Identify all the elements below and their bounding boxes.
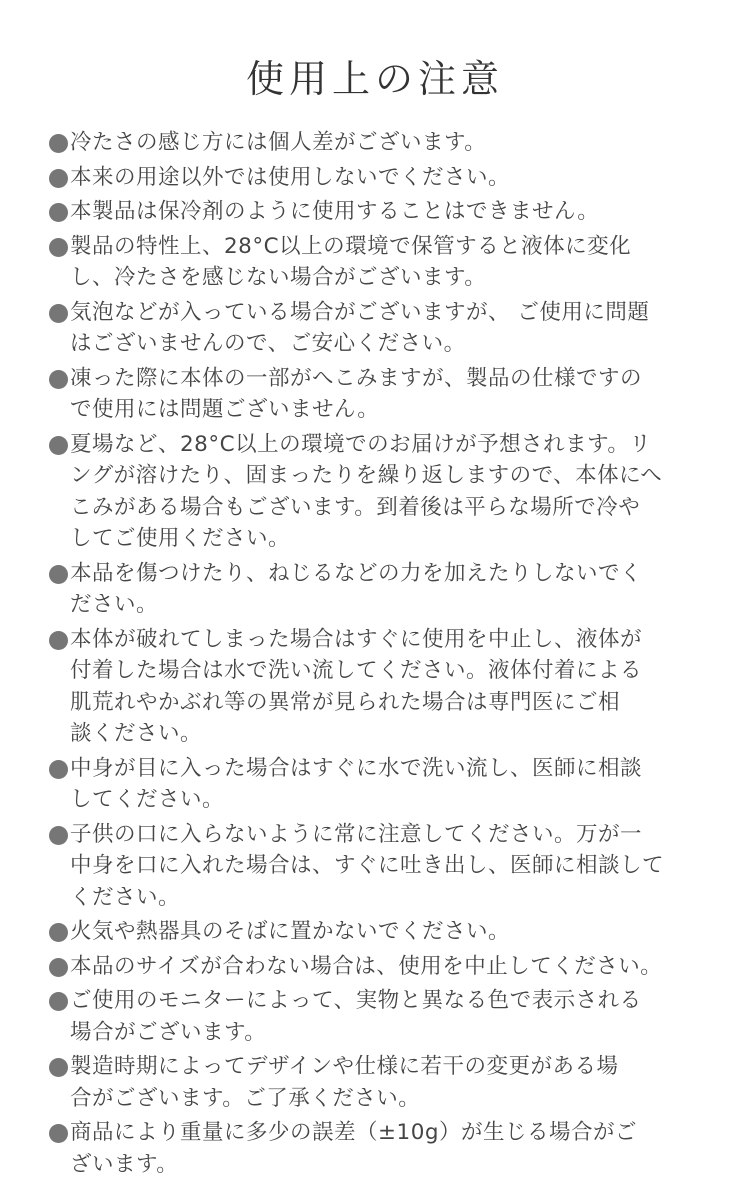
bullet-icon xyxy=(49,1058,68,1077)
page-title: 使用上の注意 xyxy=(245,57,504,101)
notice-text-line: 製造時期によってデザインや仕様に若干の変更がある場 xyxy=(70,1054,619,1079)
notice-text-line: 付着した場合は水で洗い流してください。液体付着による xyxy=(70,658,643,683)
notice-item xyxy=(47,916,707,948)
notice-item xyxy=(47,558,707,621)
bullet-icon xyxy=(49,631,68,650)
notice-item xyxy=(47,162,707,194)
bullet-icon xyxy=(49,134,68,153)
notice-item xyxy=(47,624,707,750)
notice-text-line: 冷たさの感じ方には個人差がございます。 xyxy=(70,130,487,155)
notice-text-line: 本来の用途以外では使用しないでください。 xyxy=(70,164,511,190)
notice-list xyxy=(47,127,707,1183)
notice-text-line: 合がございます。ご了承ください。 xyxy=(70,1085,421,1111)
notice-item xyxy=(47,363,707,426)
bullet-icon xyxy=(49,760,68,779)
notice-text-line: してください。 xyxy=(70,787,225,812)
notice-item xyxy=(47,1051,707,1114)
notice-item xyxy=(47,753,707,816)
notice-text-line: 凍った際に本体の一部がへこみますが、製品の仕様ですの xyxy=(70,365,643,391)
notice-text-line: 本品のサイズが合わない場合は、使用を中止してください。 xyxy=(70,953,663,979)
bullet-icon xyxy=(49,370,68,389)
notice-text-line: 場合がございます。 xyxy=(70,1019,267,1045)
bullet-icon xyxy=(49,304,68,323)
notice-item xyxy=(47,985,707,1048)
notice-item xyxy=(47,951,707,983)
notice-text-line: ングが溶けたり、固まったりを繰り返しますので、本体にへ xyxy=(70,463,663,488)
notice-item xyxy=(47,819,707,914)
bullet-icon xyxy=(49,169,68,188)
bullet-icon xyxy=(49,826,68,845)
notice-text-line: してご使用ください。 xyxy=(70,526,291,551)
bullet-icon xyxy=(49,958,68,977)
notice-text-line: 商品により重量に多少の誤差（±10g）が生じる場合がご xyxy=(70,1120,638,1145)
notice-text-line: 中身が目に入った場合はすぐに水で洗い流し、医師に相談 xyxy=(70,755,643,781)
notice-text-line: ざいます。 xyxy=(70,1151,179,1177)
notice-item xyxy=(47,429,707,555)
notice-text-line: 子供の口に入らないように常に注意してください。万が一 xyxy=(70,821,643,847)
notice-text-line: 本体が破れてしまった場合はすぐに使用を中止し、液体が xyxy=(70,626,643,652)
bullet-icon xyxy=(49,992,68,1011)
notice-text-line: こみがある場合もございます。到着後は平らな場所で冷や xyxy=(70,494,641,520)
notice-text-line: 中身を口に入れた場合は、すぐに吐き出し、医師に相談して xyxy=(70,853,665,878)
bullet-icon xyxy=(49,923,68,942)
notice-text-line: 本品を傷つけたり、ねじるなどの力を加えたりしないでく xyxy=(70,560,643,586)
notice-item xyxy=(47,297,707,360)
notice-text-line: 夏場など、28°C以上の環境でのお届けが予想されます。リ xyxy=(70,431,652,457)
notice-item xyxy=(47,1117,707,1180)
notice-text-line: ださい。 xyxy=(70,592,159,617)
bullet-icon xyxy=(49,203,68,222)
bullet-icon xyxy=(49,565,68,584)
notice-item xyxy=(47,127,707,159)
notice-text-line: で使用には問題ございません。 xyxy=(70,397,380,422)
notice-text-line: ください。 xyxy=(70,884,181,910)
notice-text-line: 本製品は保冷剤のように使用することはできません。 xyxy=(70,199,600,224)
bullet-icon xyxy=(49,238,68,257)
notice-text-line: 気泡などが入っている場合がございますが、 ご使用に問題 xyxy=(70,299,650,325)
bullet-icon xyxy=(49,436,68,455)
bullet-icon xyxy=(49,1124,68,1143)
notice-text-line: はございませんので、ご安心ください。 xyxy=(70,331,466,356)
notice-text-line: し、冷たさを感じない場合がございます。 xyxy=(70,265,487,290)
notice-text-line: 談ください。 xyxy=(70,721,203,746)
notice-text-line: 火気や熱器具のそばに置かないでください。 xyxy=(70,919,511,944)
notice-text-line: 肌荒れやかぶれ等の異常が見られた場合は専門医にご相 xyxy=(70,689,621,715)
notice-text-line: 製品の特性上、28°C以上の環境で保管すると液体に変化 xyxy=(70,233,632,259)
notice-item xyxy=(47,231,707,294)
notice-text-line: ご使用のモニターによって、実物と異なる色で表示される xyxy=(70,988,642,1013)
notice-item xyxy=(47,196,707,228)
